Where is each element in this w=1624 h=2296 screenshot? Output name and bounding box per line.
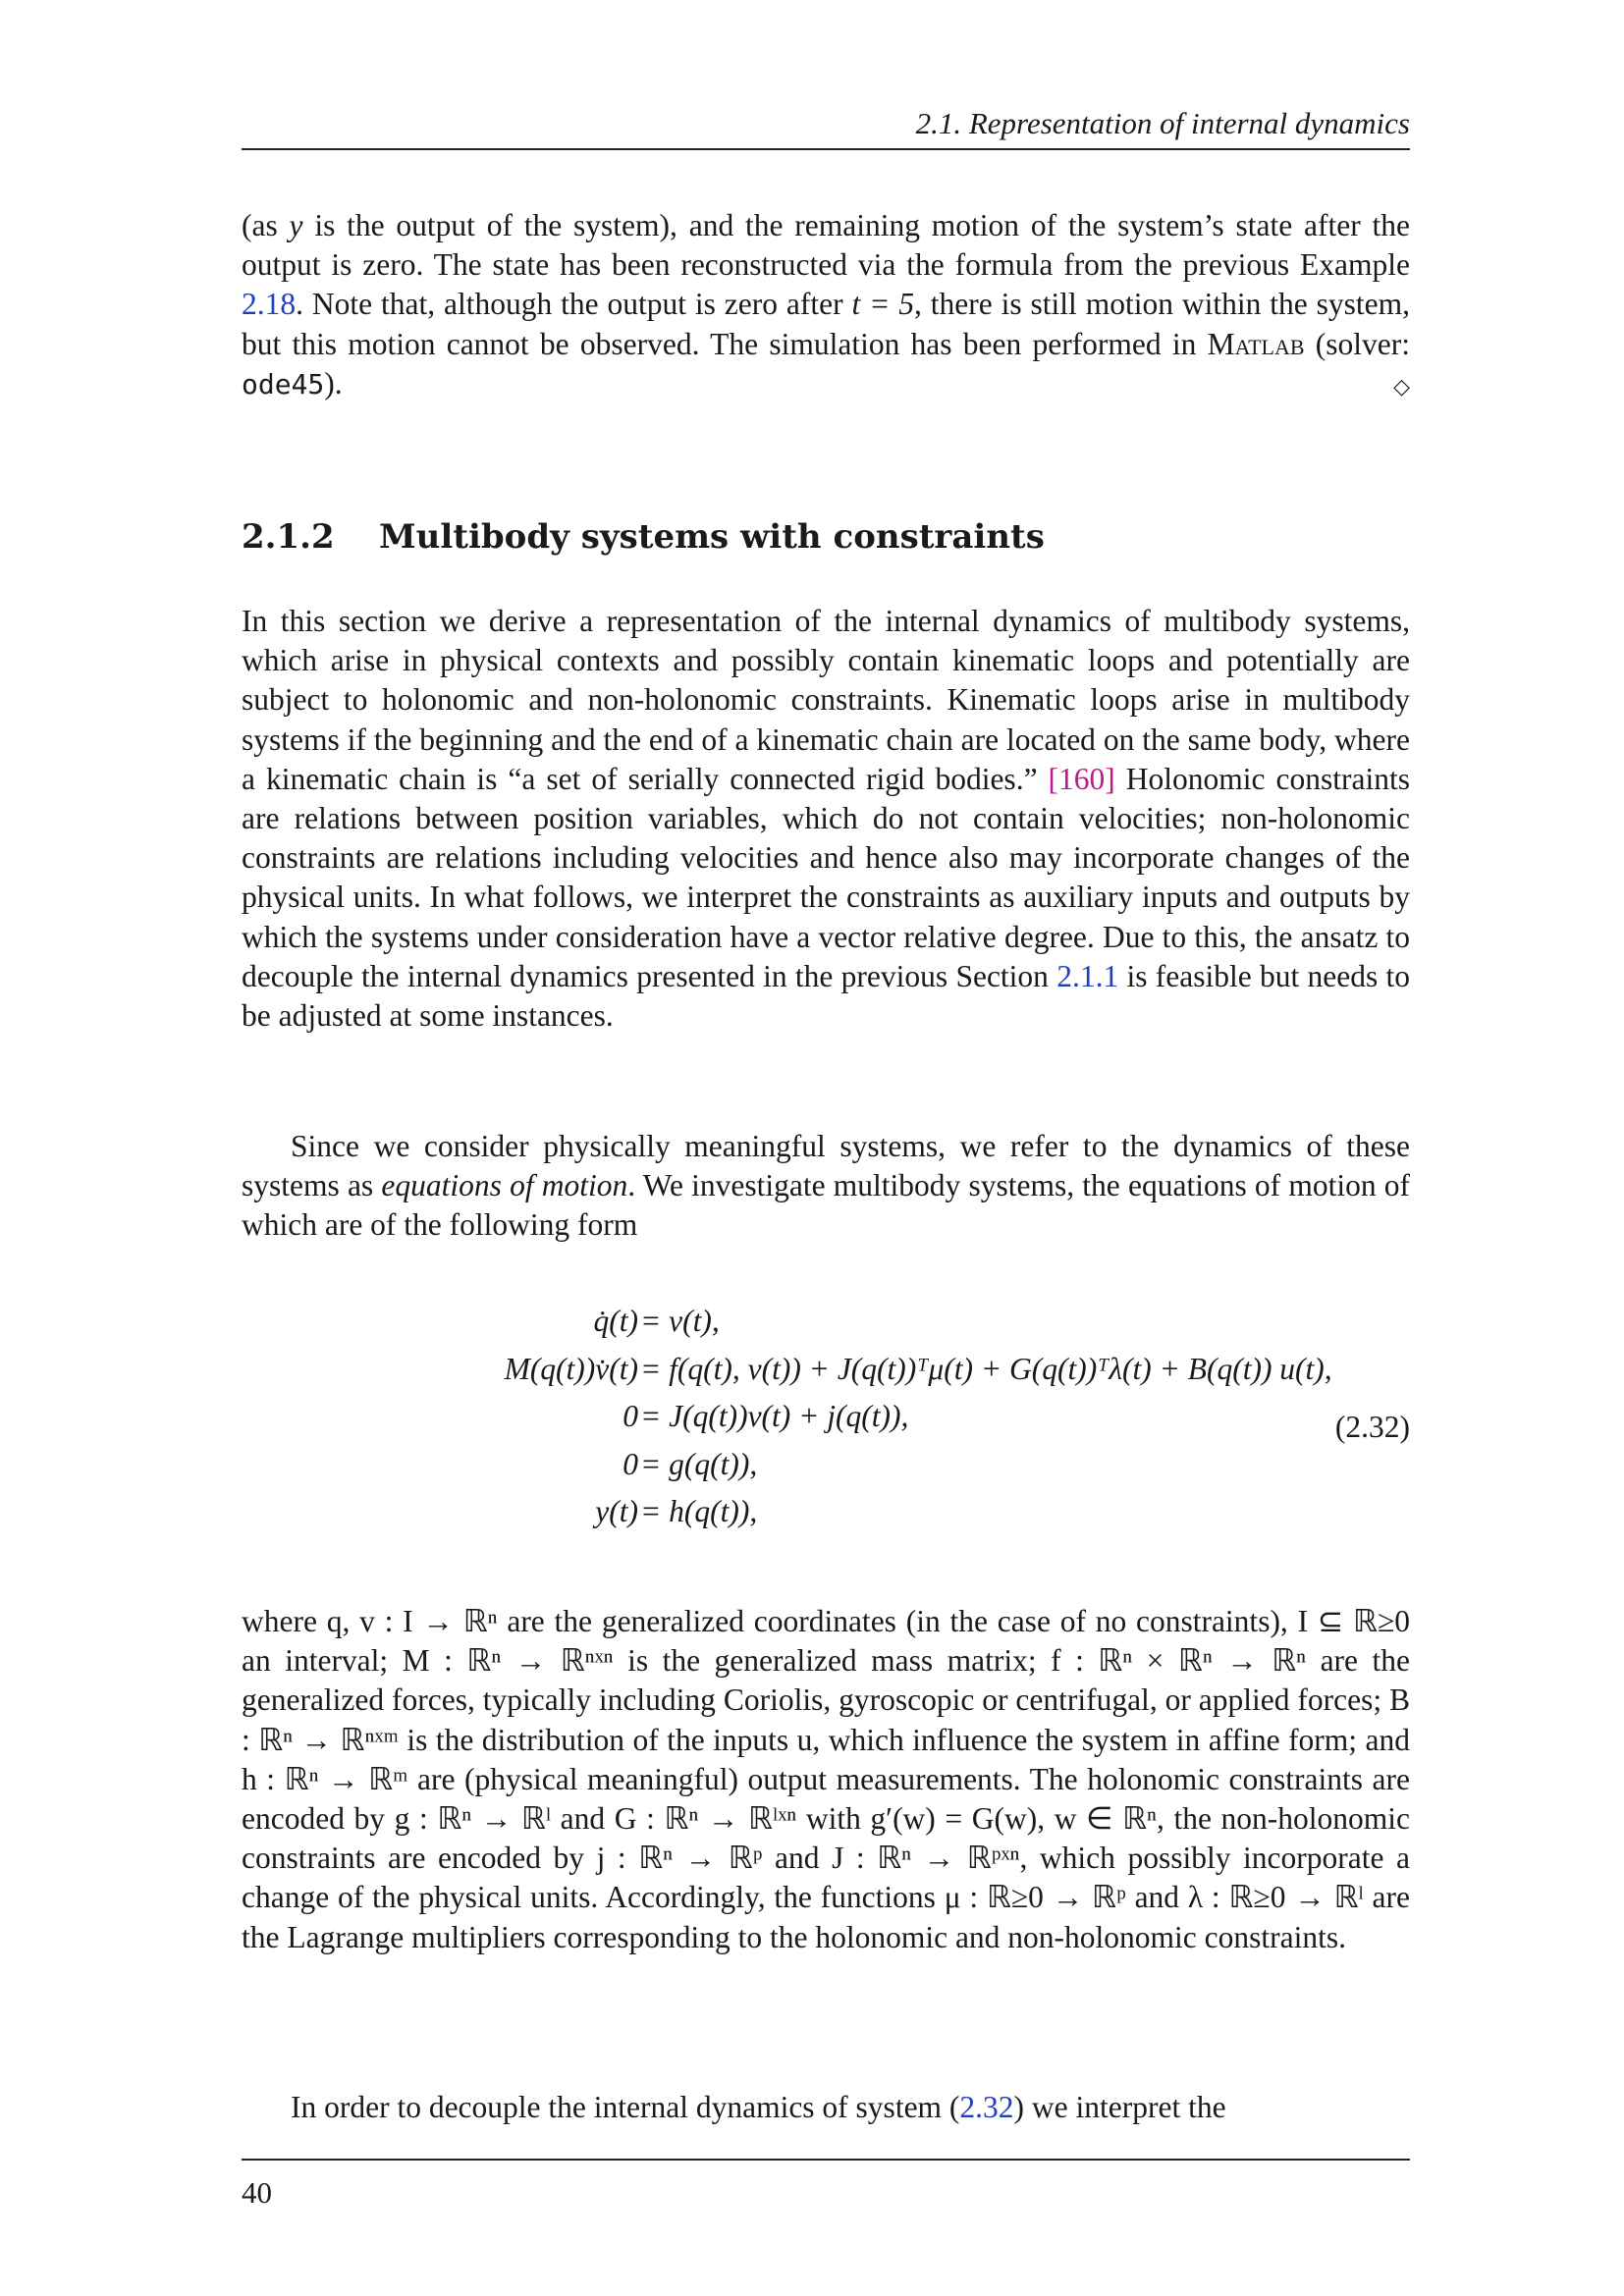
- equation-lhs: 0: [623, 1399, 638, 1433]
- equation-row: [242, 1488, 1410, 1536]
- paragraph-example-end: (as y is the output of the system), and the remaining motion of the system’s state after the output is zero. The state has been reconstructed via the formula from the previous Example 2.18. Note that, although the output is zero after t = 5, there is still motion within the system, but this motion cannot be observed. The simulation has been performed in Matlab (solver: ode45). ◇: [242, 206, 1410, 407]
- equation-lhs: 0: [623, 1446, 638, 1481]
- page-number: 40: [242, 2175, 272, 2210]
- footer-rule: [242, 2159, 1410, 2161]
- equation-lhs: q̇(t): [593, 1304, 638, 1338]
- equation-rhs: = g(q(t)),: [640, 1446, 758, 1481]
- equation-rhs: = J(q(t))v(t) + j(q(t)),: [640, 1399, 909, 1433]
- section-link[interactable]: 2.1.1: [1056, 958, 1119, 993]
- equation-row: [242, 1441, 1410, 1489]
- citation-link[interactable]: [160]: [1048, 761, 1115, 796]
- section-heading: [242, 515, 1045, 559]
- example-link[interactable]: 2.18: [242, 287, 297, 322]
- end-of-example-icon: ◇: [1393, 374, 1410, 400]
- emphasis-text: equations of motion: [381, 1168, 628, 1203]
- equation-lhs: y(t): [595, 1494, 638, 1528]
- section-title: Multibody systems with constraints: [379, 517, 1045, 557]
- equation-row: [242, 1298, 1410, 1346]
- header-rule: [242, 148, 1410, 150]
- paragraph-definitions: where q, v : I → ℝⁿ are the generalized coordinates (in the case of no constraints), I ⊆ ℝ≥0 an interval; M : ℝⁿ → ℝⁿˣⁿ is the generalized mass matrix; f : ℝⁿ × ℝⁿ → ℝⁿ are the generalized forces, typically including Coriolis, gyroscopic or centrifugal, or applied forces; B : ℝⁿ → ℝⁿˣᵐ is the distribution of the inputs u, which influence the system in affine form; and h : ℝⁿ → ℝᵐ are (physical meaningful) output measurements. The holonomic constraints are encoded by g : ℝⁿ → ℝˡ and G : ℝⁿ → ℝˡˣⁿ with g′(w) = G(w), w ∈ ℝⁿ, the non-holonomic constraints are encoded by j : ℝⁿ → ℝᵖ and J : ℝⁿ → ℝᵖˣⁿ, which possibly incorporate a change of the physical units. Accordingly, the functions μ : ℝ≥0 → ℝᵖ and λ : ℝ≥0 → ℝˡ are the Lagrange multipliers corresponding to the holonomic and non-holonomic constraints.: [242, 1604, 1410, 1954]
- time-value: t = 5: [851, 287, 915, 322]
- equation-number: (2.32): [1334, 1410, 1410, 1444]
- equation-lhs: M(q(t))v̇(t): [504, 1351, 638, 1386]
- document-page: [242, 0, 1410, 2296]
- equation-block: [242, 1298, 1410, 1536]
- equation-rhs: = v(t),: [640, 1304, 720, 1338]
- equation-row: [242, 1393, 1410, 1441]
- equation-link[interactable]: 2.32: [959, 2090, 1014, 2124]
- section-number: 2.1.2: [242, 517, 335, 557]
- matlab-name: Matlab: [1207, 326, 1305, 361]
- paragraph-decouple: In order to decouple the internal dynamics of system (2.32) we interpret the: [291, 2090, 1226, 2124]
- paragraph-intro: In this section we derive a representation of the internal dynamics of multibody systems, which arise in physical contexts and possibly contain kinematic loops and potentially are subject to holonomic and non-holonomic constraints. Kinematic loops arise in multibody systems if the beginning and the end of a kinematic chain are located on the same body, where a kinematic chain is “a set of serially connected rigid bodies.” [160] Holonomic constraints are relations between position variables, which do not contain velocities; non-holonomic constraints are relations including velocities and hence also may incorporate changes of the physical units. In what follows, we interpret the constraints as auxiliary inputs and outputs by which the systems under consideration have a vector relative degree. Due to this, the ansatz to decouple the internal dynamics presented in the previous Section 2.1.1 is feasible but needs to be adjusted at some instances.: [242, 604, 1410, 1034]
- equation-row: [242, 1346, 1410, 1394]
- equation-rhs: = f(q(t), v(t)) + J(q(t))ᵀμ(t) + G(q(t))ᵀλ(t) + B(q(t)) u(t),: [640, 1351, 1332, 1386]
- equation-rhs: = h(q(t)),: [640, 1494, 758, 1528]
- solver-name: ode45: [242, 367, 325, 400]
- paragraph-equations-of-motion: Since we consider physically meaningful systems, we refer to the dynamics of these systems as equations of motion. We investigate multibody systems, the equations of motion of which are of the following form: [242, 1129, 1411, 1243]
- running-header: 2.1. Representation of internal dynamics: [915, 106, 1410, 140]
